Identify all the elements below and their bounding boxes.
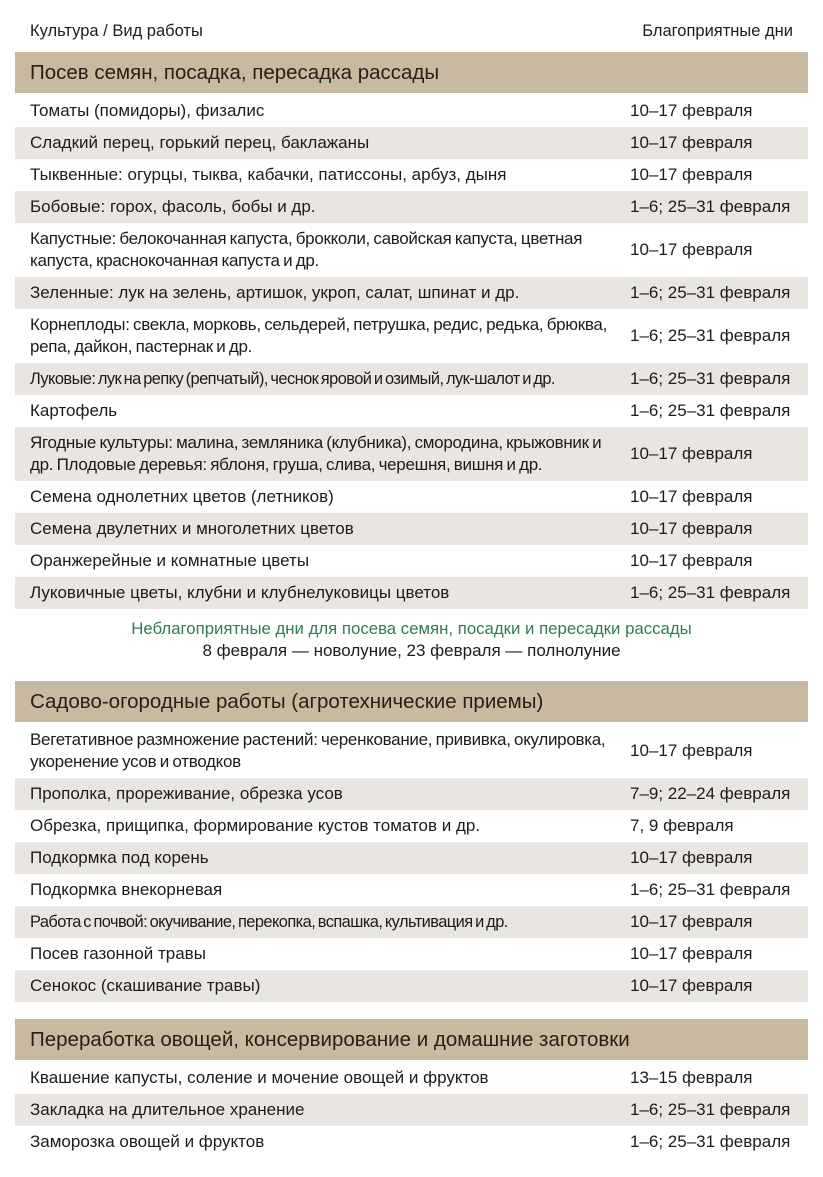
table-row	[15, 363, 808, 395]
table-row	[15, 874, 808, 906]
work-cell: Сладкий перец, горький перец, баклажаны	[30, 133, 370, 152]
work-cell: Ягодные культуры: малина, земляника (клубника), смородина, крыжовник и др. Плодовые деревья: яблоня, груша, слива, черешня, вишня и др.	[30, 433, 602, 474]
days-cell: 7–9; 22–24 февраля	[630, 784, 791, 803]
days-cell: 10–17 февраля	[630, 133, 753, 152]
table-sections	[15, 52, 808, 1158]
section-rows	[15, 1062, 808, 1158]
section-header: Переработка овощей, консервирование и домашние заготовки	[15, 1019, 808, 1060]
work-cell: Бобовые: горох, фасоль, бобы и др.	[30, 197, 316, 216]
days-cell: 1–6; 25–31 февраля	[630, 401, 791, 420]
days-cell: 1–6; 25–31 февраля	[630, 1100, 791, 1119]
days-cell: 10–17 февраля	[630, 848, 753, 867]
work-cell: Луковые: лук на репку (репчатый), чеснок яровой и озимый, лук-шалот и др.	[30, 370, 555, 388]
table-row	[15, 810, 808, 842]
work-cell: Капустные: белокочанная капуста, брокколи, савойская капуста, цветная капуста, краснокочанная капуста и др.	[30, 229, 583, 270]
table-section	[15, 681, 808, 1002]
days-cell: 13–15 февраля	[630, 1068, 753, 1087]
days-cell: 1–6; 25–31 февраля	[630, 326, 791, 345]
table-row	[15, 1062, 808, 1094]
table-row	[15, 223, 808, 277]
table-row	[15, 427, 808, 481]
days-cell: 1–6; 25–31 февраля	[630, 283, 791, 302]
work-cell: Посев газонной травы	[30, 944, 206, 963]
section-rows	[15, 724, 808, 1002]
work-cell: Тыквенные: огурцы, тыква, кабачки, патиссоны, арбуз, дыня	[30, 165, 507, 184]
work-cell: Корнеплоды: свекла, морковь, сельдерей, петрушка, редис, редька, брюква, репа, дайкон, пастернак и др.	[30, 315, 608, 356]
days-cell: 7, 9 февраля	[630, 816, 734, 835]
work-cell: Семена двулетних и многолетних цветов	[30, 519, 354, 538]
days-cell: 10–17 февраля	[630, 240, 753, 259]
days-cell: 10–17 февраля	[630, 444, 753, 463]
days-cell: 10–17 февраля	[630, 976, 753, 995]
work-cell: Картофель	[30, 401, 118, 420]
table-row	[15, 191, 808, 223]
table-row	[15, 1094, 808, 1126]
work-cell: Заморозка овощей и фруктов	[30, 1132, 265, 1151]
table-row	[15, 277, 808, 309]
section-rows	[15, 95, 808, 609]
work-cell: Вегетативное размножение растений: черенкование, прививка, окулировка, укоренение усов и отводков	[30, 730, 606, 771]
table-row	[15, 842, 808, 874]
table-row	[15, 395, 808, 427]
table-row	[15, 906, 808, 938]
work-cell: Квашение капусты, соление и мочение овощей и фруктов	[30, 1068, 489, 1087]
note-green-line: Неблагоприятные дни для посева семян, посадки и пересадки рассады	[131, 619, 692, 638]
unfavorable-days-note	[15, 618, 808, 664]
table-row	[15, 577, 808, 609]
days-cell: 1–6; 25–31 февраля	[630, 880, 791, 899]
section-header: Садово-огородные работы (агротехнические приемы)	[15, 681, 808, 722]
work-cell: Зеленные: лук на зелень, артишок, укроп, салат, шпинат и др.	[30, 283, 520, 302]
work-cell: Сенокос (скашивание травы)	[30, 976, 261, 995]
table-row	[15, 481, 808, 513]
days-cell: 10–17 февраля	[630, 944, 753, 963]
table-row	[15, 724, 808, 778]
days-cell: 10–17 февраля	[630, 519, 753, 538]
table-row	[15, 1126, 808, 1158]
work-cell: Луковичные цветы, клубни и клубнелуковицы цветов	[30, 583, 450, 602]
work-cell: Семена однолетних цветов (летников)	[30, 487, 334, 506]
column-header-days: Благоприятные дни	[642, 22, 793, 40]
table-row	[15, 938, 808, 970]
days-cell: 10–17 февраля	[630, 165, 753, 184]
table-row	[15, 545, 808, 577]
work-cell: Оранжерейные и комнатные цветы	[30, 551, 310, 570]
table-section	[15, 1019, 808, 1158]
table-row	[15, 778, 808, 810]
work-cell: Обрезка, прищипка, формирование кустов томатов и др.	[30, 816, 481, 835]
note-moon-phases-line: 8 февраля — новолуние, 23 февраля — полнолуние	[202, 641, 621, 660]
days-cell: 10–17 февраля	[630, 912, 753, 931]
days-cell: 10–17 февраля	[630, 551, 753, 570]
days-cell: 10–17 февраля	[630, 741, 753, 760]
work-cell: Томаты (помидоры), физалис	[30, 101, 265, 120]
days-cell: 1–6; 25–31 февраля	[630, 369, 791, 388]
table-row	[15, 309, 808, 363]
table-column-headers	[15, 0, 808, 52]
work-cell: Закладка на длительное хранение	[30, 1100, 305, 1119]
table-row	[15, 513, 808, 545]
table-row	[15, 159, 808, 191]
days-cell: 1–6; 25–31 февраля	[630, 1132, 791, 1151]
column-header-work: Культура / Вид работы	[30, 22, 203, 40]
days-cell: 10–17 февраля	[630, 101, 753, 120]
work-cell: Работа с почвой: окучивание, перекопка, вспашка, культивация и др.	[30, 913, 508, 931]
table-row	[15, 95, 808, 127]
work-cell: Подкормка под корень	[30, 848, 209, 867]
section-header: Посев семян, посадка, пересадка рассады	[15, 52, 808, 93]
work-cell: Подкормка внекорневая	[30, 880, 223, 899]
work-cell: Прополка, прореживание, обрезка усов	[30, 784, 343, 803]
days-cell: 1–6; 25–31 февраля	[630, 197, 791, 216]
table-row	[15, 970, 808, 1002]
days-cell: 10–17 февраля	[630, 487, 753, 506]
days-cell: 1–6; 25–31 февраля	[630, 583, 791, 602]
table-section	[15, 52, 808, 664]
table-row	[15, 127, 808, 159]
